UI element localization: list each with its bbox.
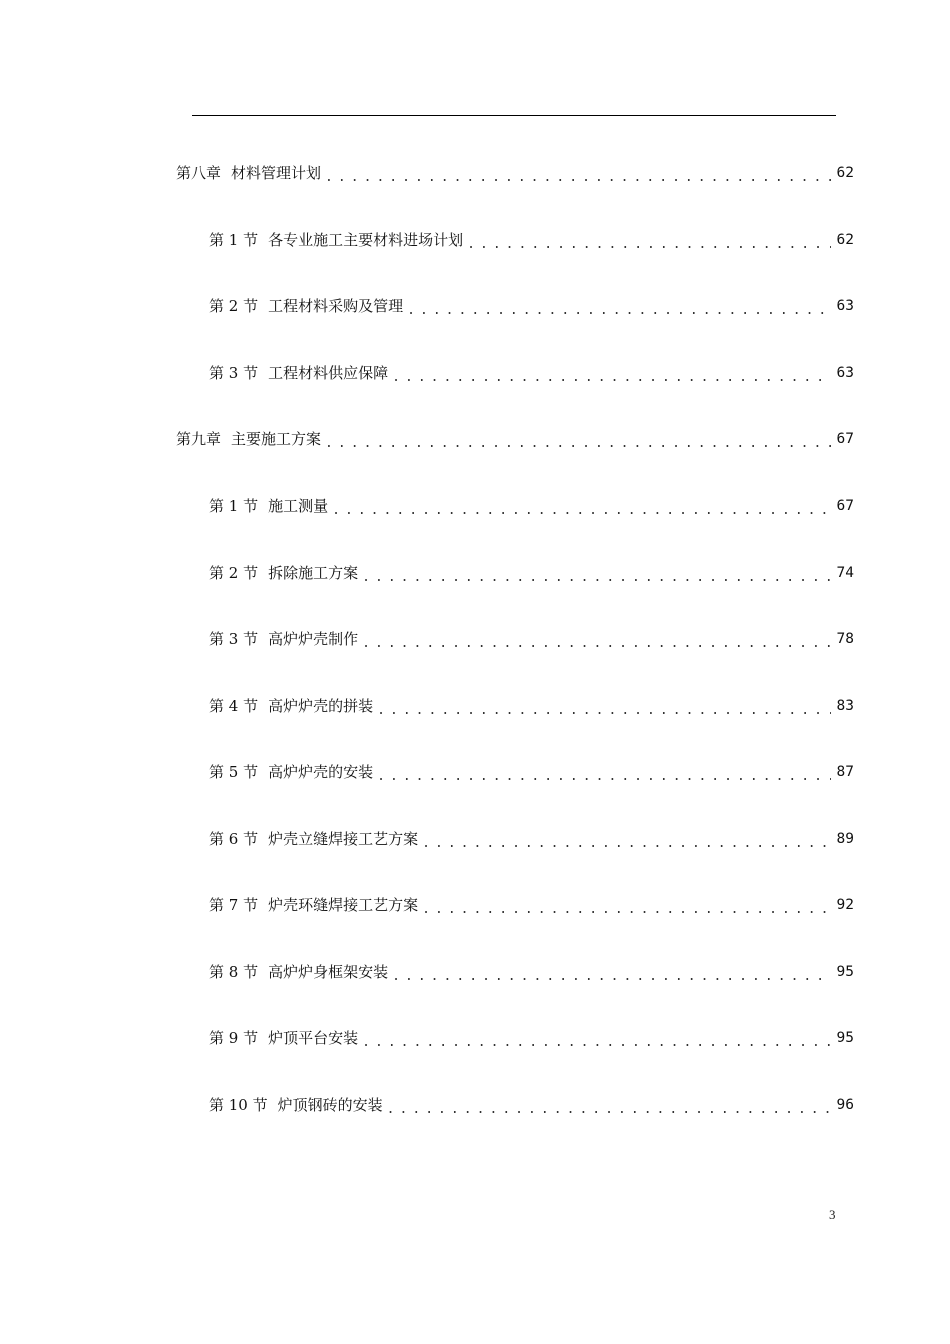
toc-entry-title: 高炉炉壳的拼装: [268, 697, 374, 715]
toc-leader-dots: [325, 164, 831, 188]
toc-entry-section[interactable]: [209, 361, 854, 385]
toc-entry-page: 89: [836, 831, 854, 847]
toc-entry-title: 炉壳环缝焊接工艺方案: [268, 896, 419, 914]
toc-leader-dots: [332, 497, 830, 521]
toc-entry-title: 工程材料采购及管理: [268, 297, 404, 315]
toc-leader-dots: [362, 564, 830, 588]
toc-entry-section[interactable]: [209, 960, 854, 984]
toc-entry-section[interactable]: [209, 627, 854, 651]
toc-entry-section[interactable]: [209, 760, 854, 784]
toc-entry-title: 炉壳立缝焊接工艺方案: [268, 830, 419, 848]
toc-leader-dots: [377, 697, 830, 721]
toc-leader-dots: [422, 896, 830, 920]
toc-entry-page: 63: [836, 365, 854, 381]
toc-entry-number: 第 1 节: [209, 497, 259, 515]
toc-entry-title: 工程材料供应保障: [268, 364, 389, 382]
toc-entry-section[interactable]: [209, 228, 854, 252]
toc-entry-page: 92: [836, 897, 854, 913]
toc-leader-dots: [387, 1096, 831, 1120]
toc-entry-title: 高炉炉壳制作: [268, 630, 359, 648]
toc-entry-page: 74: [836, 565, 854, 581]
toc-entry-section[interactable]: [209, 294, 854, 318]
toc-entry-title: 各专业施工主要材料进场计划: [268, 231, 464, 249]
toc-entry-number: 第 8 节: [209, 963, 259, 981]
toc-entry-page: 67: [836, 431, 854, 447]
toc-entry-label: [209, 627, 358, 651]
toc-entry-title: 主要施工方案: [231, 430, 322, 448]
toc-entry-chapter-9[interactable]: [176, 427, 854, 451]
toc-entry-page: 62: [836, 165, 854, 181]
toc-entry-title: 材料管理计划: [231, 164, 322, 182]
toc-entry-label: [209, 893, 418, 917]
toc-entry-label: [209, 361, 388, 385]
toc-entry-label: [176, 427, 321, 451]
toc-entry-page: 96: [836, 1097, 854, 1113]
toc-entry-number: 第 5 节: [209, 763, 259, 781]
toc-entry-label: [209, 294, 403, 318]
toc-entry-label: [209, 1026, 358, 1050]
toc-entry-label: [209, 760, 373, 784]
toc-leader-dots: [392, 963, 830, 987]
toc-entry-title: 炉顶平台安装: [268, 1029, 359, 1047]
toc-entry-number: 第 7 节: [209, 896, 259, 914]
toc-entry-section[interactable]: [209, 494, 854, 518]
toc-entry-number: 第 3 节: [209, 364, 259, 382]
toc-leader-dots: [362, 630, 830, 654]
toc-entry-number: 第 6 节: [209, 830, 259, 848]
toc-entry-page: 87: [836, 764, 854, 780]
toc-entry-number: 第 3 节: [209, 630, 259, 648]
toc-entry-label: [209, 494, 328, 518]
page-number: 3: [829, 1207, 836, 1222]
toc-entry-chapter-8[interactable]: [176, 161, 854, 185]
toc-leader-dots: [325, 430, 831, 454]
toc-entry-title: 拆除施工方案: [268, 564, 359, 582]
toc-entry-page: 95: [836, 1030, 854, 1046]
toc-entry-page: 78: [836, 631, 854, 647]
toc-entry-section[interactable]: [209, 561, 854, 585]
toc-entry-number: 第 9 节: [209, 1029, 259, 1047]
toc-entry-label: [209, 960, 388, 984]
toc-entry-section[interactable]: [209, 1026, 854, 1050]
toc-entry-page: 95: [836, 964, 854, 980]
toc-entry-section[interactable]: [209, 893, 854, 917]
toc-leader-dots: [467, 231, 830, 255]
toc-entry-title: 高炉炉身框架安装: [268, 963, 389, 981]
toc-entry-label: [209, 694, 373, 718]
toc-leader-dots: [407, 297, 830, 321]
toc-leader-dots: [422, 830, 830, 854]
toc-entry-number: 第 2 节: [209, 297, 259, 315]
toc-entry-section[interactable]: [209, 827, 854, 851]
toc-entry-page: 83: [836, 698, 854, 714]
toc-entry-label: [209, 228, 463, 252]
toc-leader-dots: [377, 763, 830, 787]
toc-entry-page: 67: [836, 498, 854, 514]
toc-entry-label: [209, 561, 358, 585]
toc-entry-title: 高炉炉壳的安装: [268, 763, 374, 781]
toc-entry-number: 第 4 节: [209, 697, 259, 715]
toc-entry-label: [176, 161, 321, 185]
toc-entry-number: 第 1 节: [209, 231, 259, 249]
toc-entry-section[interactable]: [209, 694, 854, 718]
toc-entry-number: 第九章: [176, 430, 222, 448]
toc-entry-label: [209, 827, 418, 851]
toc-entry-title: 炉顶钢砖的安装: [277, 1096, 383, 1114]
toc-entry-section[interactable]: [209, 1093, 854, 1117]
toc-entry-number: 第 2 节: [209, 564, 259, 582]
toc-leader-dots: [362, 1029, 830, 1053]
toc-leader-dots: [392, 364, 830, 388]
toc-entry-title: 施工测量: [268, 497, 329, 515]
toc-entry-number: 第 10 节: [209, 1096, 268, 1114]
toc-entry-page: 62: [836, 232, 854, 248]
toc-entry-page: 63: [836, 298, 854, 314]
toc-entry-label: [209, 1093, 383, 1117]
toc-entry-number: 第八章: [176, 164, 222, 182]
